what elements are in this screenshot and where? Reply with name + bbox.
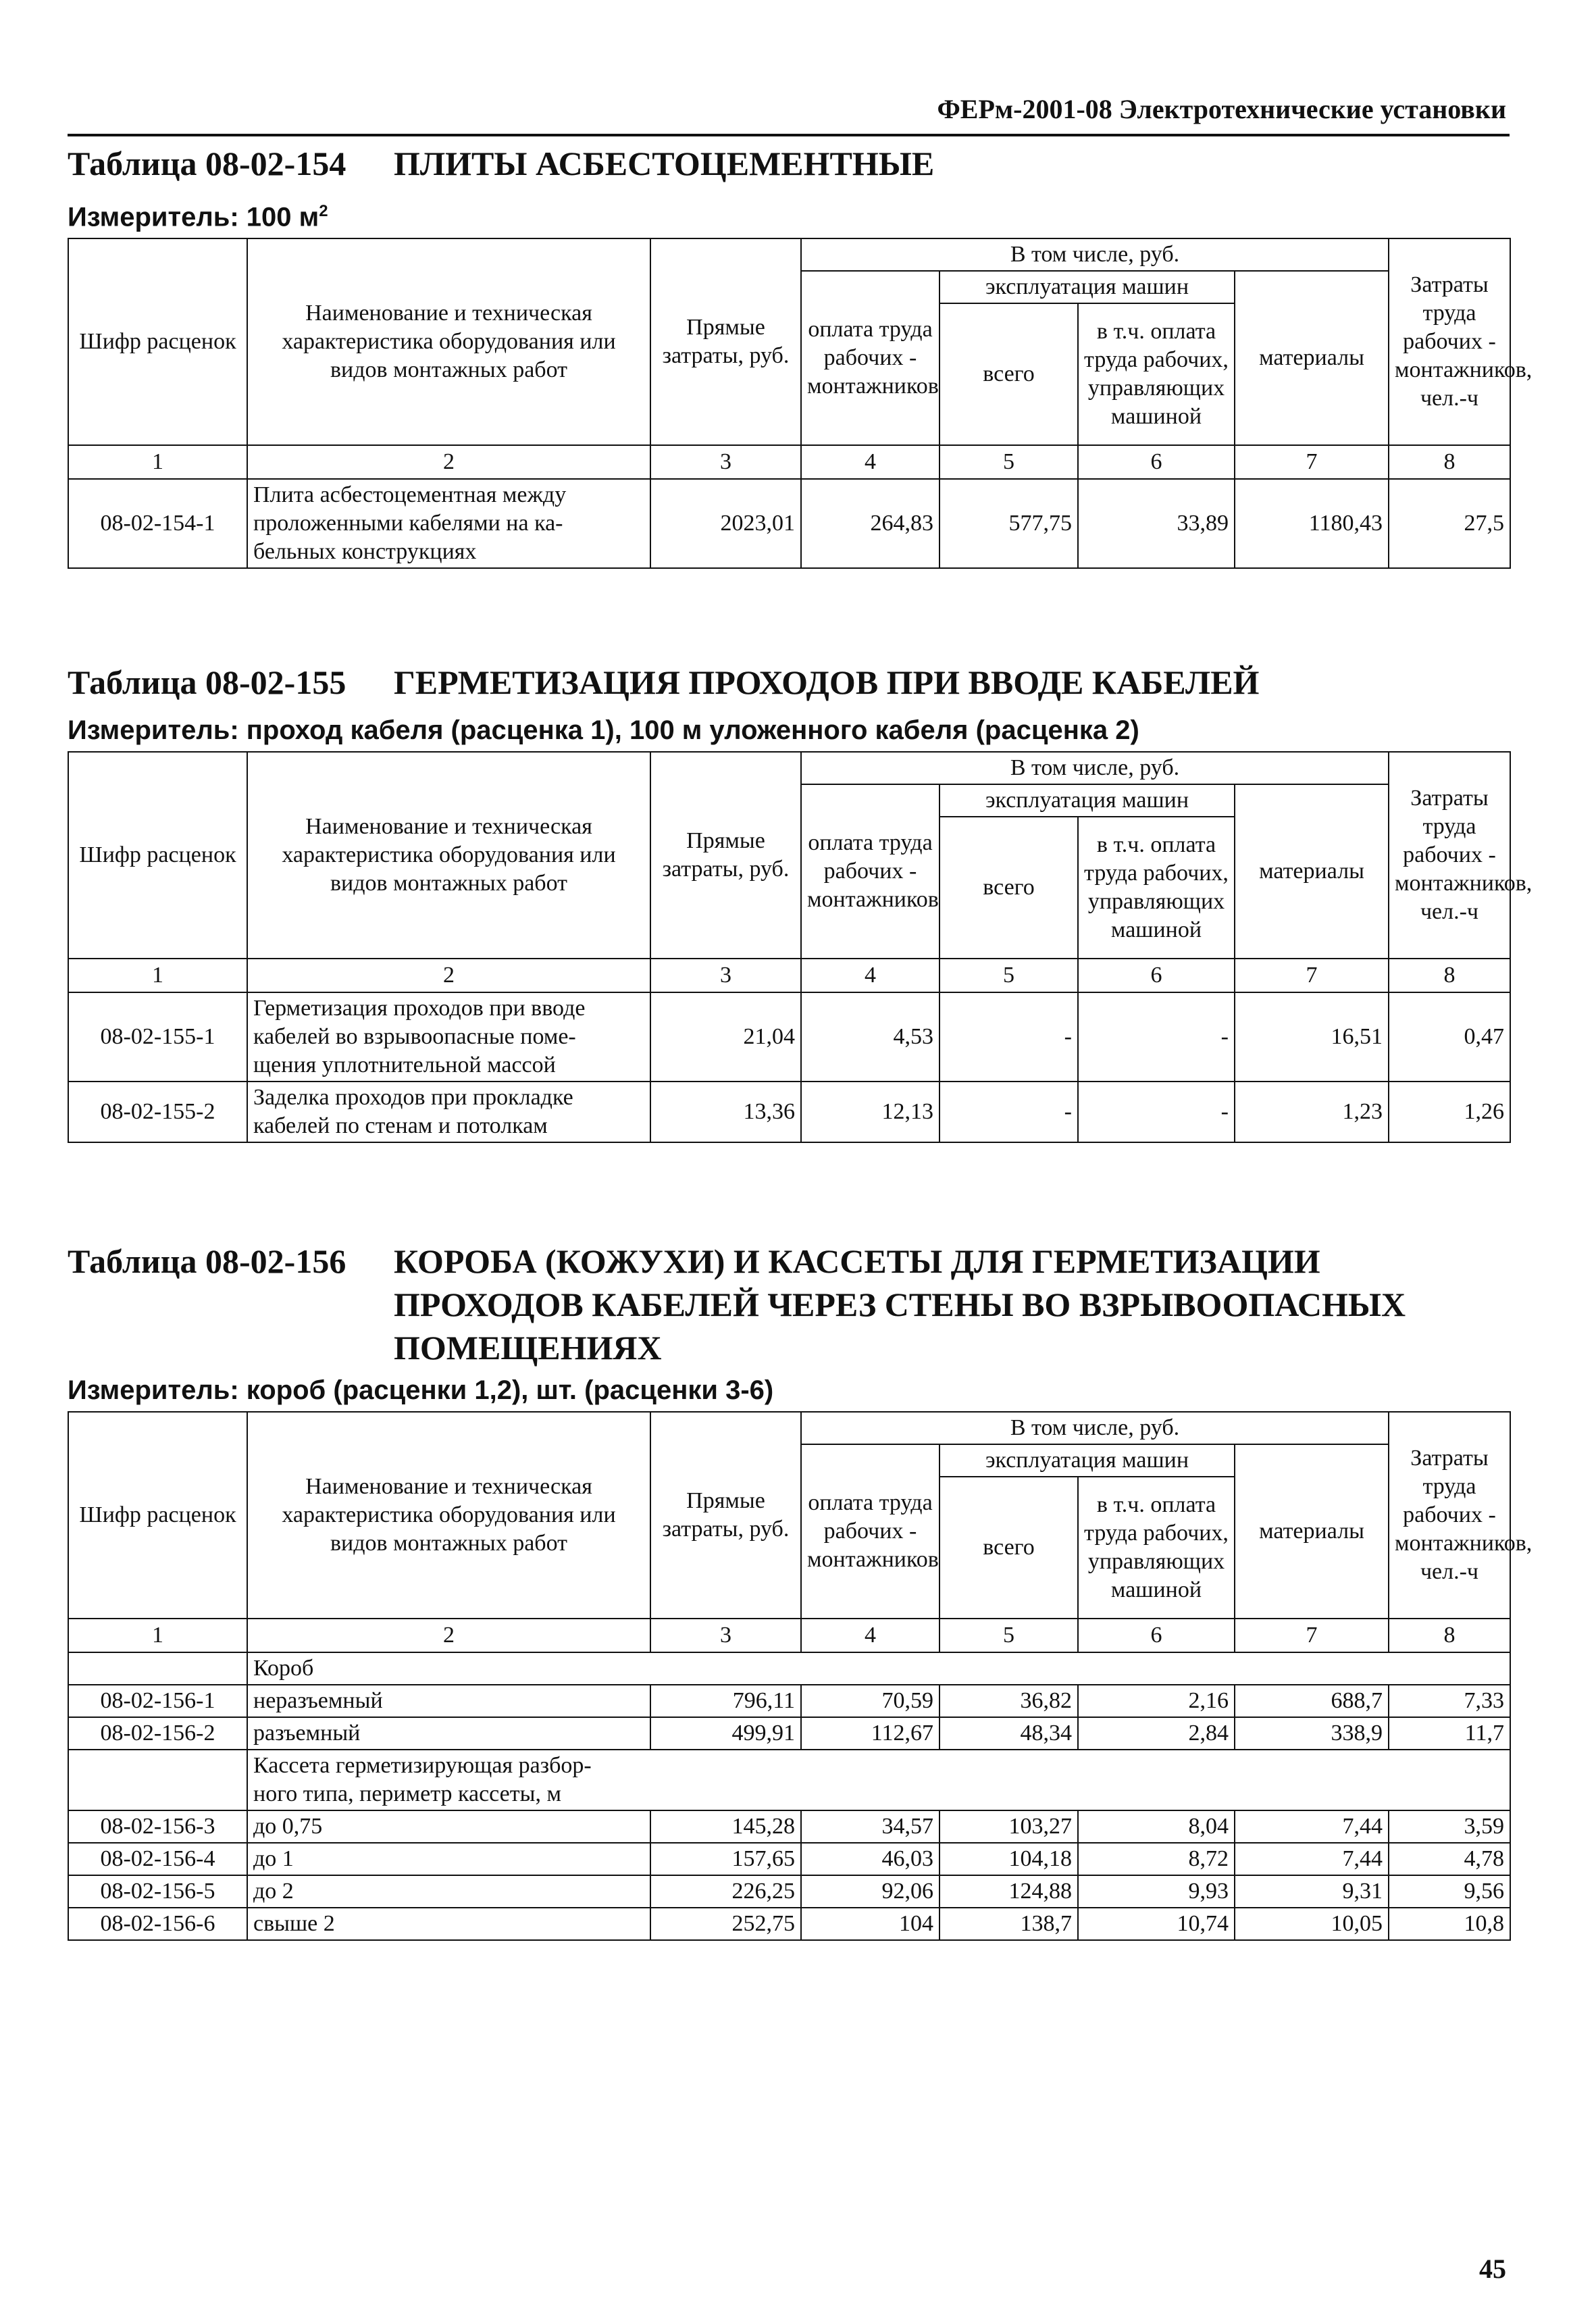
header-name: Наименование и техническая характеристика оборудования или видов монтажных работ: [247, 752, 650, 959]
labor-hours: 27,5: [1389, 479, 1510, 568]
direct-costs: 226,25: [650, 1875, 801, 1908]
rate-code: 08-02-156-1: [68, 1685, 247, 1717]
header-code: Шифр расценок: [68, 752, 247, 959]
header-machines-total: всего: [939, 303, 1078, 445]
running-header: ФЕРм-2001-08 Электротехнические установки: [937, 94, 1506, 124]
machines-total: 104,18: [939, 1843, 1078, 1875]
table-title: КОРОБА (КОЖУХИ) И КАССЕТЫ ДЛЯ ГЕРМЕТИЗАЦИИ ПРОХОДОВ КАБЕЛЕЙ ЧЕРЕЗ СТЕНЫ ВО ВЗРЫВООПАСНЫХ ПОМЕЩЕНИЯХ: [394, 1242, 1406, 1367]
table-row: [68, 479, 1510, 568]
rate-code: 08-02-156-6: [68, 1908, 247, 1940]
table-row: [68, 1810, 1510, 1843]
direct-costs: 145,28: [650, 1810, 801, 1843]
machines-operators-pay: 9,93: [1078, 1875, 1235, 1908]
table-measure: Измеритель: короб (расценки 1,2), шт. (расценки 3-6): [68, 1375, 774, 1405]
direct-costs: 157,65: [650, 1843, 801, 1875]
table-measure: Измеритель: проход кабеля (расценка 1), 100 м уложенного кабеля (расценка 2): [68, 715, 1139, 745]
table-title: ПЛИТЫ АСБЕСТОЦЕМЕНТНЫЕ: [394, 145, 935, 182]
materials: 9,31: [1235, 1875, 1389, 1908]
table-header: [68, 238, 1533, 479]
direct-costs: 2023,01: [650, 479, 801, 568]
table-measure: Измеритель: 100 $м^2$: [68, 202, 328, 232]
header-labor-hours: Затраты труда рабочих - монтажников, чел.-ч: [1389, 238, 1510, 445]
direct-costs: 796,11: [650, 1685, 801, 1717]
rate-name: Заделка проходов при прокладке кабелей по стенам и потолкам: [247, 1082, 650, 1142]
table-row: [68, 1685, 1510, 1717]
labor-pay: 34,57: [801, 1810, 939, 1843]
header-code: Шифр расценок: [68, 238, 247, 445]
rates-table-156: [68, 1411, 1533, 1941]
machines-operators-pay: 8,72: [1078, 1843, 1235, 1875]
rate-name: неразъемный: [247, 1685, 650, 1717]
header-materials: материалы: [1235, 1444, 1389, 1619]
rate-name: до 2: [247, 1875, 650, 1908]
header-machines-operators-pay: в т.ч. оплата труда рабочих, управляющих машиной: [1078, 303, 1235, 445]
labor-hours: 4,78: [1389, 1843, 1510, 1875]
rate-code: 08-02-154-1: [68, 479, 247, 568]
table-heading: [68, 1240, 1510, 1369]
materials: 1,23: [1235, 1082, 1389, 1142]
table-heading: [68, 661, 1510, 704]
table-row: [68, 1908, 1510, 1940]
rate-name: Герметизация проходов при вводе кабелей во взрывоопасные поме- щения уплотнительной массой: [247, 992, 650, 1082]
machines-operators-pay: 2,16: [1078, 1685, 1235, 1717]
column-numbers-row: 1 2 3 4 5 6 7 8: [68, 445, 1510, 479]
labor-hours: 7,33: [1389, 1685, 1510, 1717]
labor-pay: 4,53: [801, 992, 939, 1082]
header-machines-total: всего: [939, 1477, 1078, 1619]
header-direct-costs: Прямые затраты, руб.: [650, 1412, 801, 1619]
materials: 688,7: [1235, 1685, 1389, 1717]
materials: 338,9: [1235, 1717, 1389, 1750]
header-machines-operators-pay: в т.ч. оплата труда рабочих, управляющих машиной: [1078, 817, 1235, 959]
machines-operators-pay: 8,04: [1078, 1810, 1235, 1843]
rate-name: до 1: [247, 1843, 650, 1875]
materials: 7,44: [1235, 1810, 1389, 1843]
header-materials: материалы: [1235, 271, 1389, 445]
machines-total: 577,75: [939, 479, 1078, 568]
table-title: ГЕРМЕТИЗАЦИЯ ПРОХОДОВ ПРИ ВВОДЕ КАБЕЛЕЙ: [394, 663, 1260, 701]
header-materials: материалы: [1235, 784, 1389, 959]
machines-operators-pay: 33,89: [1078, 479, 1235, 568]
rate-code: 08-02-156-2: [68, 1717, 247, 1750]
machines-operators-pay: 2,84: [1078, 1717, 1235, 1750]
labor-hours: 3,59: [1389, 1810, 1510, 1843]
table-row: [68, 1875, 1510, 1908]
table-header: [68, 1412, 1533, 1652]
labor-pay: 112,67: [801, 1717, 939, 1750]
machines-total: 138,7: [939, 1908, 1078, 1940]
labor-pay: 12,13: [801, 1082, 939, 1142]
rate-code: 08-02-156-3: [68, 1810, 247, 1843]
group-header-row: [68, 1750, 1510, 1810]
rate-name: до 0,75: [247, 1810, 650, 1843]
header-labor-pay: оплата труда рабочих - монтажников: [801, 784, 939, 959]
header-code: Шифр расценок: [68, 1412, 247, 1619]
header-machines-total: всего: [939, 817, 1078, 959]
rates-table-154: [68, 238, 1533, 569]
rate-code: 08-02-155-1: [68, 992, 247, 1082]
materials: 10,05: [1235, 1908, 1389, 1940]
table-number: Таблица 08-02-154: [68, 145, 346, 182]
machines-total: 103,27: [939, 1810, 1078, 1843]
direct-costs: 13,36: [650, 1082, 801, 1142]
header-name: Наименование и техническая характеристика оборудования или видов монтажных работ: [247, 238, 650, 445]
header-machines-operators-pay: в т.ч. оплата труда рабочих, управляющих машиной: [1078, 1477, 1235, 1619]
group-label: Короб: [247, 1652, 1510, 1685]
labor-hours: 11,7: [1389, 1717, 1510, 1750]
header-labor-hours: Затраты труда рабочих - монтажников, чел.-ч: [1389, 1412, 1510, 1619]
materials: 16,51: [1235, 992, 1389, 1082]
labor-hours: 0,47: [1389, 992, 1510, 1082]
table-section-156: [68, 1240, 1533, 1941]
labor-pay: 104: [801, 1908, 939, 1940]
machines-total: -: [939, 992, 1078, 1082]
machines-total: -: [939, 1082, 1078, 1142]
direct-costs: 21,04: [650, 992, 801, 1082]
machines-operators-pay: -: [1078, 1082, 1235, 1142]
rate-code: 08-02-155-2: [68, 1082, 247, 1142]
labor-pay: 46,03: [801, 1843, 939, 1875]
column-numbers-row: 1 2 3 4 5 6 7 8: [68, 1619, 1510, 1652]
table-header: [68, 752, 1533, 992]
labor-hours: 9,56: [1389, 1875, 1510, 1908]
table-section-154: [68, 142, 1533, 569]
header-labor-pay: оплата труда рабочих - монтажников: [801, 1444, 939, 1619]
materials: 1180,43: [1235, 479, 1389, 568]
machines-total: 36,82: [939, 1685, 1078, 1717]
machines-operators-pay: -: [1078, 992, 1235, 1082]
header-machines: эксплуатация машин: [939, 271, 1235, 303]
labor-pay: 264,83: [801, 479, 939, 568]
rate-name: свыше 2: [247, 1908, 650, 1940]
labor-hours: 10,8: [1389, 1908, 1510, 1940]
labor-hours: 1,26: [1389, 1082, 1510, 1142]
direct-costs: 252,75: [650, 1908, 801, 1940]
rate-code: 08-02-156-5: [68, 1875, 247, 1908]
rates-table-155: [68, 751, 1533, 1143]
header-labor-pay: оплата труда рабочих - монтажников: [801, 271, 939, 445]
table-section-155: [68, 661, 1533, 1143]
page-number: 45: [1479, 2254, 1506, 2284]
table-row: [68, 1082, 1510, 1142]
labor-pay: 92,06: [801, 1875, 939, 1908]
labor-pay: 70,59: [801, 1685, 939, 1717]
header-direct-costs: Прямые затраты, руб.: [650, 238, 801, 445]
table-number: Таблица 08-02-155: [68, 663, 346, 701]
table-heading: [68, 142, 1510, 185]
header-machines: эксплуатация машин: [939, 784, 1235, 817]
header-direct-costs: Прямые затраты, руб.: [650, 752, 801, 959]
table-row: [68, 1843, 1510, 1875]
table-row: [68, 1717, 1510, 1750]
machines-operators-pay: 10,74: [1078, 1908, 1235, 1940]
header-labor-hours: Затраты труда рабочих - монтажников, чел.-ч: [1389, 752, 1510, 959]
header-including: В том числе, руб.: [801, 238, 1389, 271]
table-number: Таблица 08-02-156: [68, 1242, 346, 1280]
materials: 7,44: [1235, 1843, 1389, 1875]
direct-costs: 499,91: [650, 1717, 801, 1750]
rate-name: Плита асбестоцементная между проложенными кабелями на ка- бельных конструкциях: [247, 479, 650, 568]
machines-total: 48,34: [939, 1717, 1078, 1750]
header-machines: эксплуатация машин: [939, 1444, 1235, 1477]
header-including: В том числе, руб.: [801, 752, 1389, 784]
group-label: Кассета герметизирующая разбор- ного типа, периметр кассеты, м: [247, 1750, 1510, 1810]
column-numbers-row: 1 2 3 4 5 6 7 8: [68, 959, 1510, 992]
rate-name: разъемный: [247, 1717, 650, 1750]
table-row: [68, 992, 1510, 1082]
header-rule: [68, 134, 1510, 136]
header-including: В том числе, руб.: [801, 1412, 1389, 1444]
rate-code: 08-02-156-4: [68, 1843, 247, 1875]
machines-total: 124,88: [939, 1875, 1078, 1908]
group-header-row: [68, 1652, 1510, 1685]
header-name: Наименование и техническая характеристика оборудования или видов монтажных работ: [247, 1412, 650, 1619]
